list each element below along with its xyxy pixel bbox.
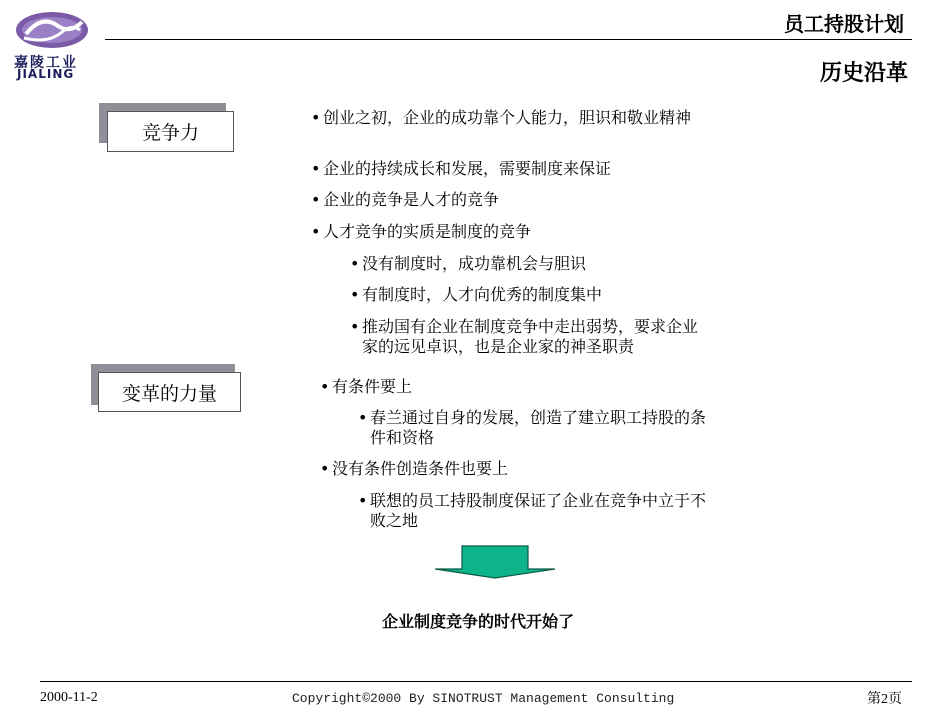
bullet-dot-icon: • — [311, 222, 321, 241]
bullet-dot-icon: • — [320, 377, 330, 396]
bullet-dot-icon: • — [350, 285, 360, 304]
sub-bullet-item: • 春兰通过自身的发展，创造了建立职工持股的条件和资格 — [358, 408, 707, 447]
page-number: 第2页 — [867, 692, 902, 707]
bullet-dot-icon: • — [311, 108, 321, 127]
header-title: 员工持股计划 — [784, 12, 904, 36]
logo-name-cn: 嘉陵工业 — [14, 55, 78, 71]
reform-tag — [98, 372, 241, 412]
down-arrow-icon — [434, 545, 556, 579]
bullet-item: • 企业的持续成长和发展，需要制度来保证 — [311, 159, 612, 178]
sub-bullet-item: • 推动国有企业在制度竞争中走出弱势，要求企业家的远见卓识，也是企业家的神圣职责 — [350, 317, 699, 356]
bullet-item: • 创业之初，企业的成功靠个人能力，胆识和敬业精神 — [311, 108, 692, 127]
bullet-dot-icon: • — [311, 190, 321, 209]
competitiveness-tag — [107, 111, 234, 152]
logo-emblem-icon — [12, 8, 102, 58]
logo-name-en: JIALING — [17, 67, 75, 81]
footer-copyright: Copyright©2000 By SINOTRUST Management Consulting — [292, 691, 675, 706]
bullet-item: • 没有条件创造条件也要上 — [320, 459, 509, 478]
bullet-item: • 有条件要上 — [320, 377, 413, 396]
bullet-dot-icon: • — [350, 254, 360, 273]
conclusion-text: 企业制度竞争的时代开始了 — [382, 612, 575, 631]
competitiveness-tag-label: 竞争力 — [141, 122, 199, 144]
bullet-item: • 企业的竞争是人才的竞争 — [311, 190, 500, 209]
bullet-item: • 人才竞争的实质是制度的竞争 — [311, 222, 532, 241]
reform-tag-label: 变革的力量 — [121, 382, 217, 405]
footer-divider — [40, 681, 912, 682]
sub-bullet-item: • 没有制度时，成功靠机会与胆识 — [350, 254, 587, 273]
bullet-dot-icon: • — [350, 317, 360, 336]
bullet-dot-icon: • — [358, 491, 368, 510]
bullet-dot-icon: • — [358, 408, 368, 427]
sub-bullet-item: • 联想的员工持股制度保证了企业在竞争中立于不败之地 — [358, 491, 707, 530]
footer-date: 2000-11-2 — [40, 690, 98, 705]
bullet-dot-icon: • — [320, 459, 330, 478]
sub-bullet-item: • 有制度时，人才向优秀的制度集中 — [350, 285, 603, 304]
section-title: 历史沿革 — [819, 61, 908, 86]
bullet-dot-icon: • — [311, 159, 321, 178]
header-divider — [105, 39, 912, 40]
